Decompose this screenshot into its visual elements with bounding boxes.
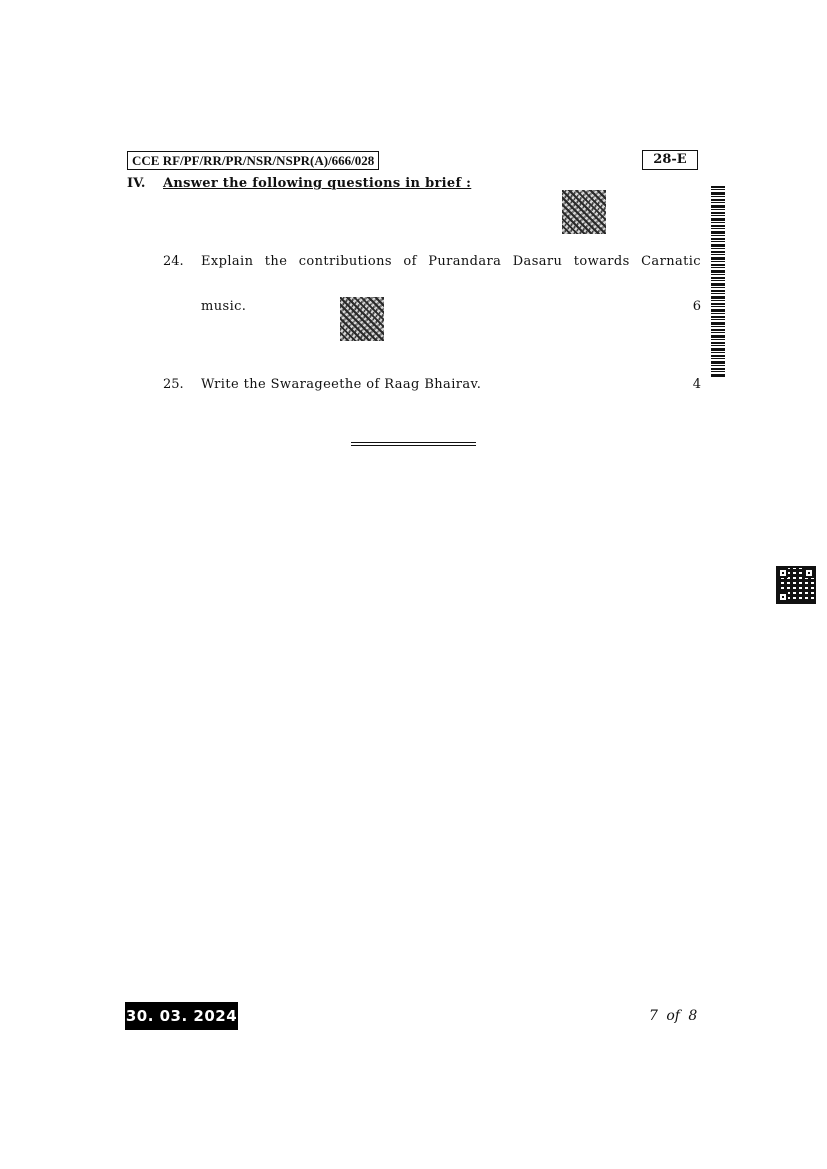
question-24-text-line2: music. <box>201 299 247 314</box>
watermark-pattern-top <box>562 190 606 234</box>
qr-code-icon <box>776 566 816 604</box>
exam-code: CCE RF/PF/RR/PR/NSR/NSPR(A)/666/028 <box>127 151 379 170</box>
question-25-text: Write the Swarageethe of Raag Bhairav. <box>201 377 482 392</box>
end-divider <box>351 442 476 446</box>
barcode-icon <box>711 186 725 378</box>
question-25-marks: 4 <box>692 377 701 392</box>
question-25-number: 25. <box>163 377 184 392</box>
question-24-text-line1: Explain the contributions of Purandara Dasaru towards Carnatic <box>201 254 701 269</box>
question-24-marks: 6 <box>692 299 701 314</box>
exam-date-badge: 30. 03. 2024 <box>125 1002 238 1030</box>
section-number: IV. <box>127 176 146 191</box>
question-24-number: 24. <box>163 254 184 269</box>
section-title: Answer the following questions in brief : <box>163 176 472 191</box>
page-number: 7 of 8 <box>649 1008 698 1024</box>
watermark-pattern-mid <box>340 297 384 341</box>
paper-code: 28-E <box>642 150 698 170</box>
